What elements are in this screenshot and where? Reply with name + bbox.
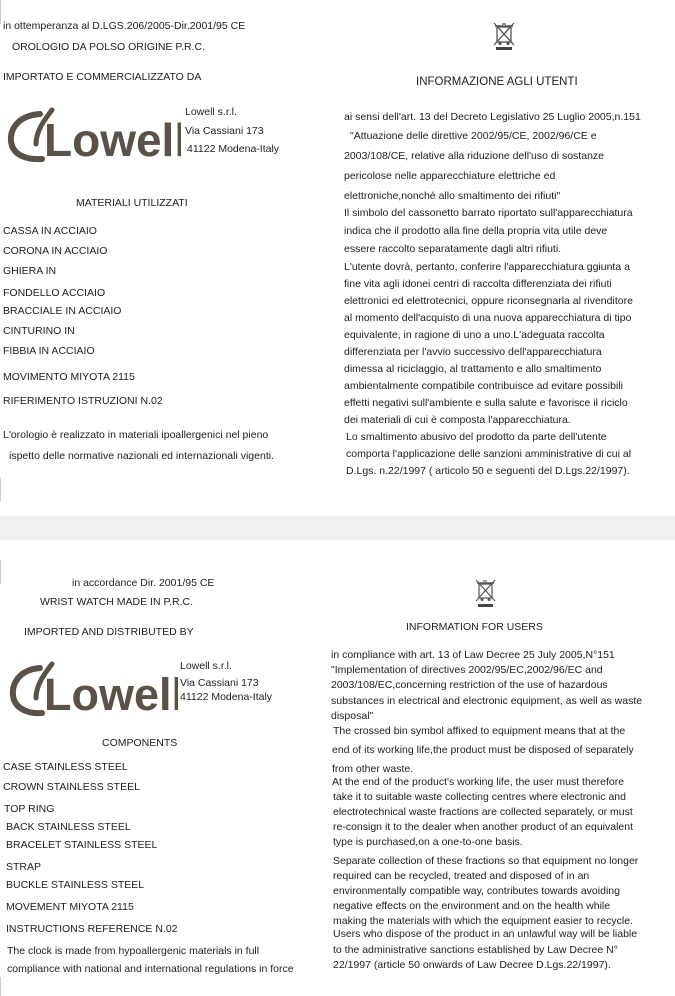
info-line: At the end of the product's working life, the user must therefore xyxy=(332,776,625,788)
crossed-out-wheelie-bin-icon xyxy=(475,578,497,608)
info-heading: INFORMAZIONE AGLI UTENTI xyxy=(416,76,578,88)
info-heading: INFORMATION FOR USERS xyxy=(406,621,543,633)
component-item: CROWN STAINLESS STEEL xyxy=(3,781,140,793)
info-line: Users who dispose of the product in an unlawful way will be liable xyxy=(333,928,638,940)
component-item: BACK STAINLESS STEEL xyxy=(6,821,131,833)
info-line: Lo smaltimento abusivo del prodotto da parte dell'utente xyxy=(346,431,607,443)
info-line: negative effects on the environment and on the health while xyxy=(333,900,611,912)
panel-separator xyxy=(0,516,675,540)
info-line: Separate collection of these fractions so that equipment no longer xyxy=(333,855,639,867)
info-line: to the administrative sanctions established by Law Decree N° xyxy=(333,944,618,956)
crop-mark xyxy=(0,977,9,996)
product-origin: OROLOGIO DA POLSO ORIGINE P.R.C. xyxy=(12,41,205,53)
company-street: Via Cassiani 173 xyxy=(180,677,259,689)
compliance-line: in accordance Dir. 2001/95 CE xyxy=(72,577,215,589)
material-item: FIBBIA IN ACCIAIO xyxy=(3,345,95,357)
importer-heading: IMPORTATO E COMMERCIALIZZATO DA xyxy=(3,71,202,83)
info-line: The crossed bin symbol affixed to equipment means that at the xyxy=(333,725,626,737)
info-line: end of its working life,the product must be disposed of separately xyxy=(332,744,634,756)
company-city: 41122 Modena-Italy xyxy=(187,143,280,155)
info-line: differenziata per l'avvio successivo dell'apparecchiatura xyxy=(344,346,602,358)
english-label-panel xyxy=(0,540,675,996)
info-line: from other waste. xyxy=(332,763,414,775)
info-line: comporta l'applicazione delle sanzioni amministrative di cui al xyxy=(346,448,632,460)
info-line: "Attuazione delle direttive 2002/95/CE, 2002/96/CE e xyxy=(350,130,597,142)
hypoallergenic-note-line: L'orologio è realizzato in materiali ipoallergenici nel pieno xyxy=(3,429,269,441)
material-item: MOVIMENTO MIYOTA 2115 xyxy=(3,371,135,383)
info-line: disposal" xyxy=(331,710,374,722)
info-line: 22/1997 (article 50 onwards of Law Decree D.Lgs.22/1997). xyxy=(333,959,611,971)
info-line: dei materiali di cui è composta l'apparecchiatura. xyxy=(344,414,571,426)
hypoallergenic-note-line: ispetto delle normative nazionali ed internazionali vigenti. xyxy=(9,450,274,462)
component-item: TOP RING xyxy=(4,803,55,815)
info-line: making the materials with which the equipment easier to recycle. xyxy=(333,915,633,927)
company-name: Lowell s.r.l. xyxy=(185,106,237,118)
info-line: take it to suitable waste collecting centres where electronic and xyxy=(333,791,626,803)
info-line: required can be recycled, treated and disposed of in an xyxy=(333,870,590,882)
hypoallergenic-note-line: compliance with national and international regulations in force xyxy=(7,963,294,975)
info-line: substances in electrical and electronic equipment, as well as waste xyxy=(331,695,643,707)
material-item: FONDELLO ACCIAIO xyxy=(3,287,106,299)
info-line: fine vita agli idonei centri di raccolta differenziata dei rifiuti xyxy=(344,278,612,290)
crossed-out-wheelie-bin-icon xyxy=(493,21,517,51)
component-item: INSTRUCTIONS REFERENCE N.02 xyxy=(6,923,178,935)
info-line: Il simbolo del cassonetto barrato riportato sull'apparecchiatura xyxy=(344,207,633,219)
info-line: ai sensi dell'art. 13 del Decreto Legislativo 25 Luglio 2005,n.151 xyxy=(344,111,641,123)
info-line: D.Lgs. n.22/1997 ( articolo 50 e seguenti del D.Lgs.22/1997). xyxy=(346,465,630,477)
material-item: BRACCIALE IN ACCIAIO xyxy=(3,305,122,317)
info-line: in compliance with art. 13 of Law Decree 25 July 2005,N°151 xyxy=(331,649,615,661)
info-text xyxy=(331,649,642,974)
info-line: dimessa al riciclaggio, al trattamento e allo smaltimento xyxy=(344,363,602,375)
company-street: Via Cassiani 173 xyxy=(185,125,264,137)
component-item: BUCKLE STAINLESS STEEL xyxy=(6,879,145,891)
material-item: RIFERIMENTO ISTRUZIONI N.02 xyxy=(3,395,163,407)
info-line: 2003/108/CE, relative alla riduzione dell'uso di sostanze xyxy=(344,150,604,162)
material-item: CORONA IN ACCIAIO xyxy=(3,245,108,257)
product-origin: WRIST WATCH MADE IN P.R.C. xyxy=(40,596,194,608)
hypoallergenic-note-line: The clock is made from hypoallergenic materials in full xyxy=(7,945,260,957)
logo-text: Lowell xyxy=(44,114,181,164)
importer-heading: IMPORTED AND DISTRIBUTED BY xyxy=(24,626,194,638)
material-item: GHIERA IN xyxy=(3,265,57,277)
info-line: type is purchased,on a one-to-one basis. xyxy=(333,836,523,848)
info-line: elettronici ed elettrotecnici, oppure riconsegnarla al rivenditore xyxy=(344,295,633,307)
component-item: MOVEMENT MIYOTA 2115 xyxy=(6,901,134,913)
crop-mark xyxy=(0,560,9,584)
crop-mark xyxy=(0,478,9,502)
info-line: ambientalmente compatibile contribuisce ad evitare possibili xyxy=(344,380,623,392)
info-line: "Implementation of directives 2002/95/EC,2002/96/EC and xyxy=(331,664,603,676)
info-line: essere raccolto separatamente dagli altri rifiuti. xyxy=(344,243,562,255)
component-item: CASE STAINLESS STEEL xyxy=(3,761,128,773)
compliance-line: in ottemperanza al D.LGS.206/2005-Dir.2001/95 CE xyxy=(3,20,246,32)
logo-text: Lowell xyxy=(44,669,178,718)
components-heading: COMPONENTS xyxy=(102,737,178,749)
component-item: STRAP xyxy=(6,861,42,873)
materials-heading: MATERIALI UTILIZZATI xyxy=(76,197,188,209)
component-item: BRACELET STAINLESS STEEL xyxy=(6,839,158,851)
material-item: CASSA IN ACCIAIO xyxy=(3,225,97,237)
lowell-logo xyxy=(8,658,178,718)
info-line: environmentally compatible way, contributes towards avoiding xyxy=(333,885,620,897)
info-line: al momento dell'acquisto di una nuova apparecchiatura di tipo xyxy=(344,312,632,324)
info-line: L'utente dovrà, pertanto, conferire l'apparecchiatura ggiunta a xyxy=(344,261,630,273)
info-line: re-consign it to the dealer when another product of an equivalent xyxy=(333,821,634,833)
info-line: elettroniche,nonché allo smaltimento dei rifiuti" xyxy=(344,190,561,202)
info-line: equivalente, in ragione di uno a uno.L'adeguata raccolta xyxy=(344,329,605,341)
material-item: CINTURINO IN xyxy=(3,325,75,337)
info-text xyxy=(344,111,641,482)
info-line: effetti negativi sull'ambiente e sulla salute e favorisce il riciclo xyxy=(344,397,628,409)
lowell-logo xyxy=(6,104,181,164)
company-name: Lowell s.r.l. xyxy=(180,660,232,672)
info-line: electrotechnical waste fractions are collected separately, or must xyxy=(333,806,633,818)
info-line: pericolose nelle apparecchiature elettriche ed xyxy=(344,170,556,182)
info-line: 2003/108/EC,concerning restriction of the use of hazardous xyxy=(331,679,608,691)
info-line: indica che il prodotto alla fine della propria vita utile deve xyxy=(344,225,608,237)
company-city: 41122 Modena-Italy xyxy=(180,691,273,703)
